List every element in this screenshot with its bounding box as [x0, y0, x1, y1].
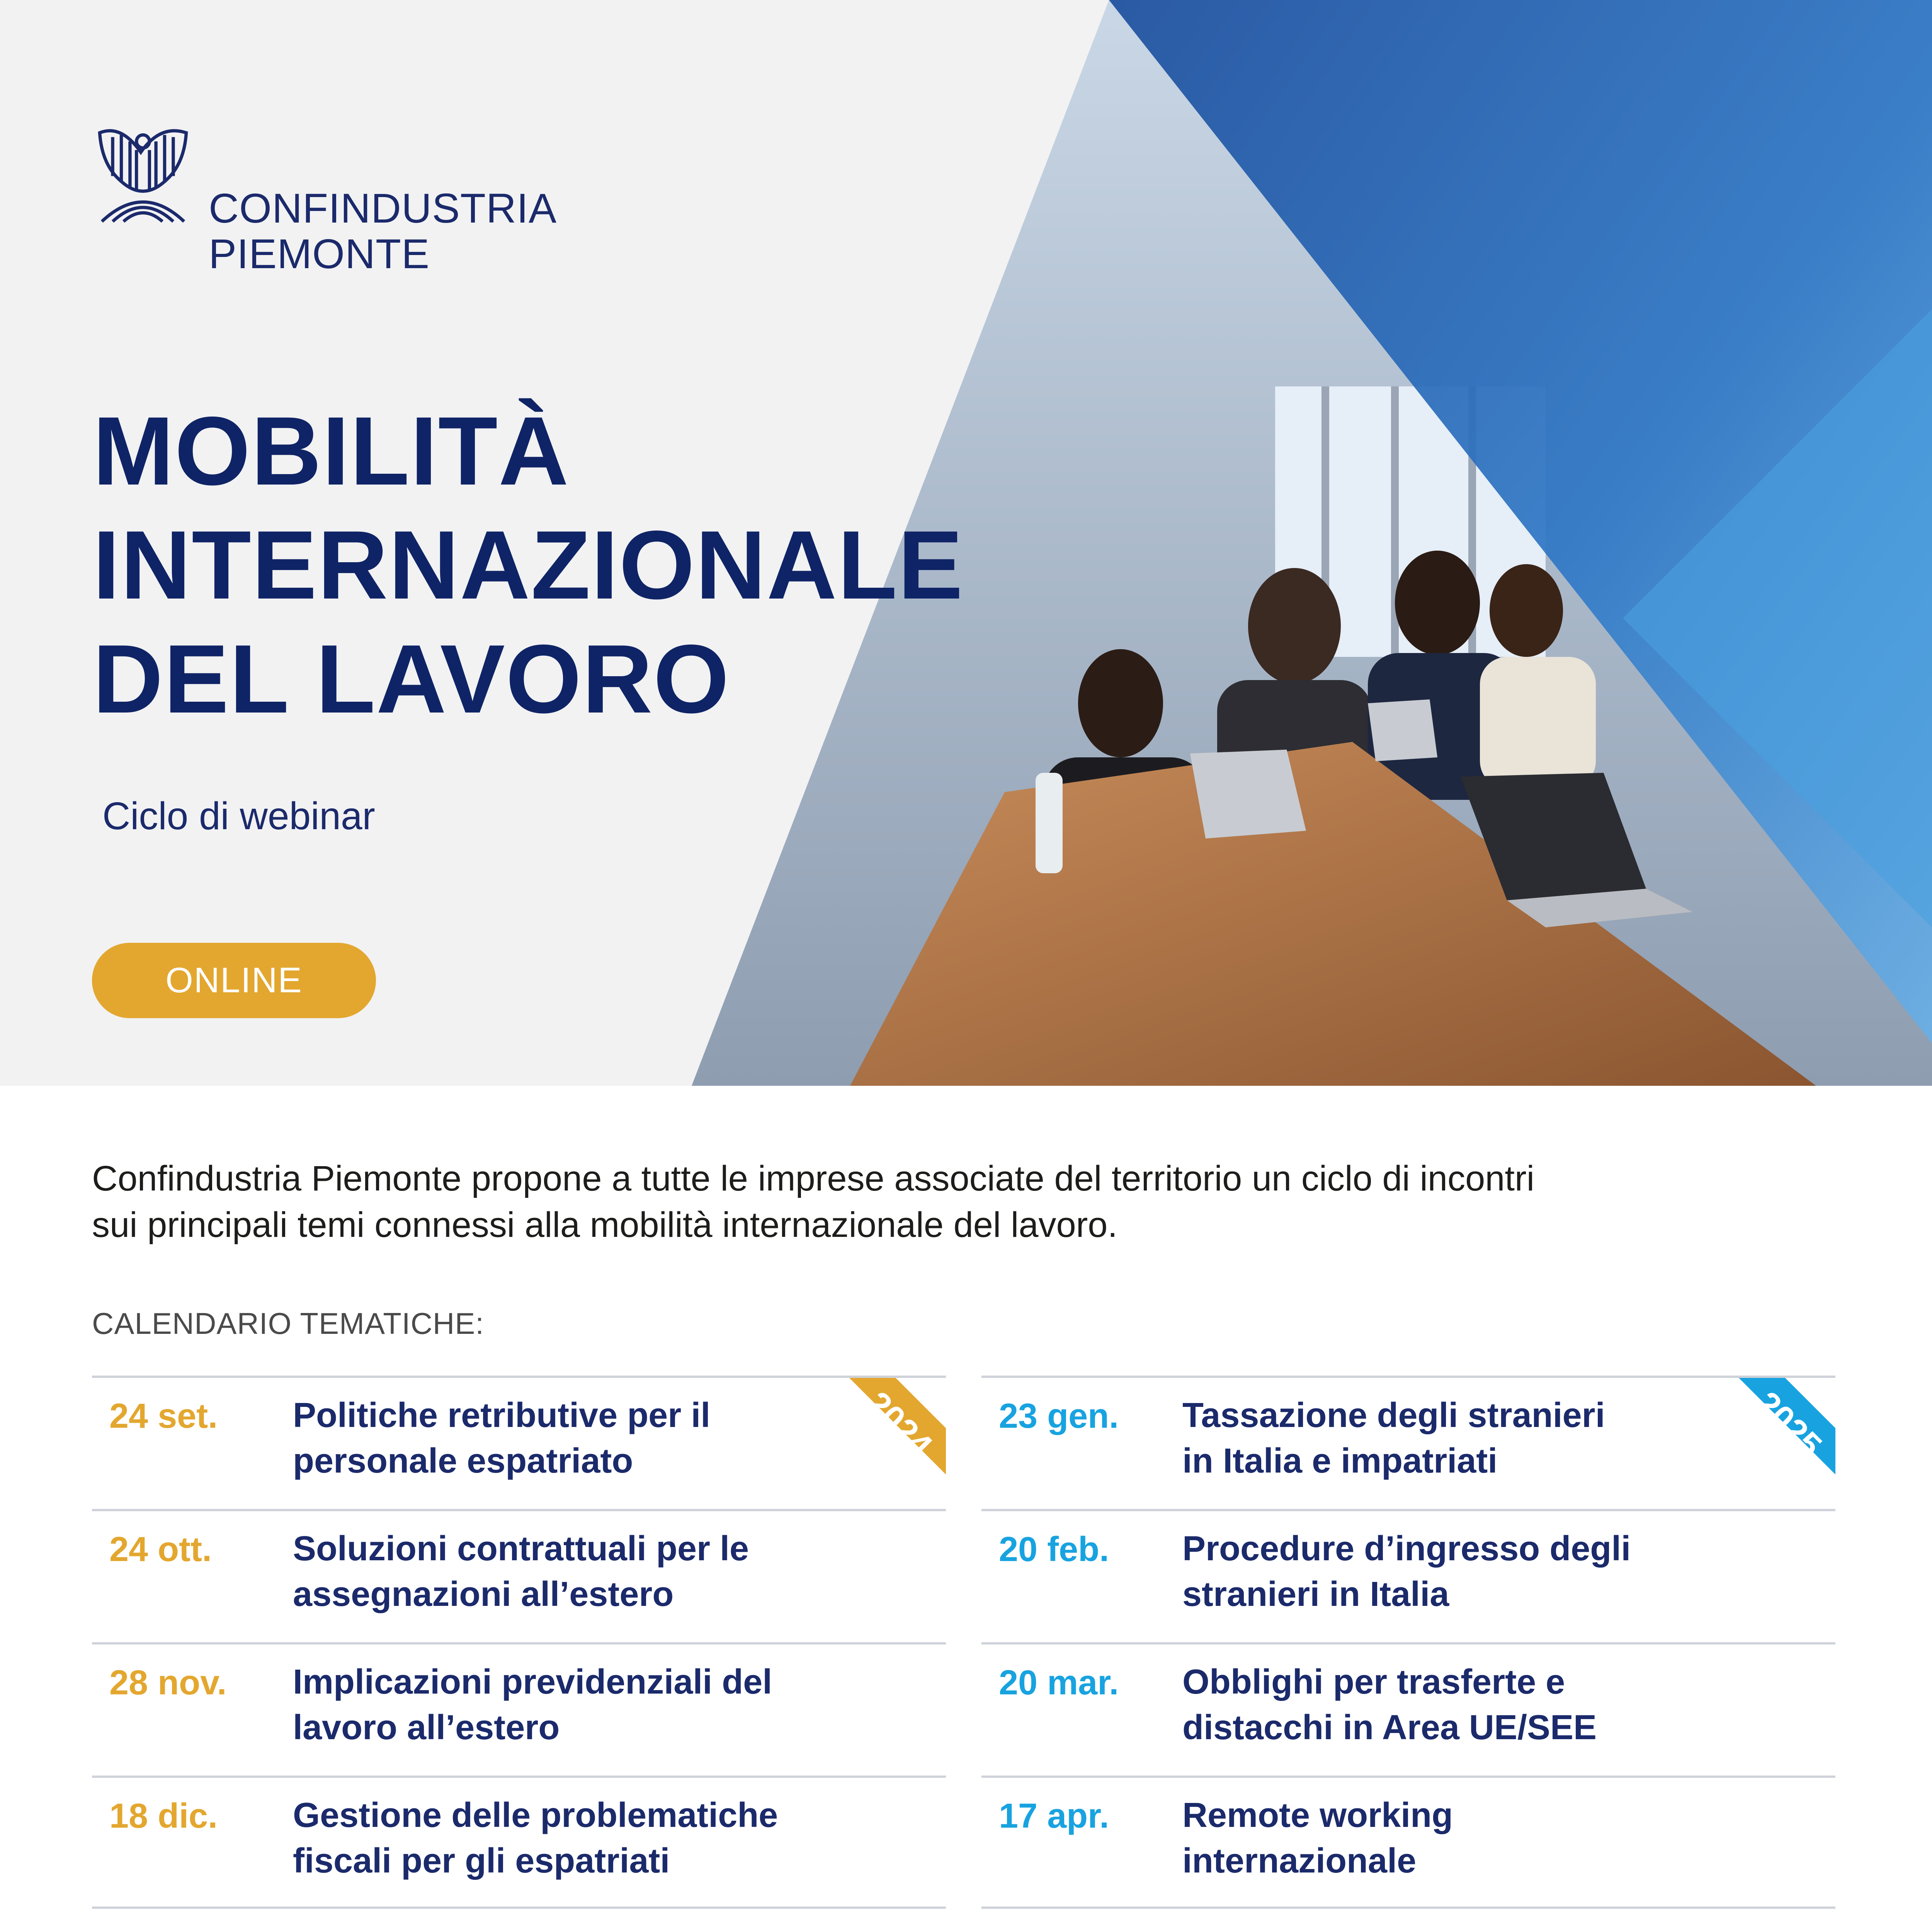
- year-ribbon-label: 2024: [859, 1384, 940, 1465]
- year-ribbon-label: 2025: [1748, 1384, 1830, 1465]
- event-topic-line1: Soluzioni contrattuali per le: [293, 1529, 749, 1568]
- event-date: 24 set.: [109, 1397, 218, 1435]
- org-name-line2: PIEMONTE: [209, 230, 430, 277]
- event-topic: [293, 1526, 815, 1617]
- calendar-row: [981, 1376, 1835, 1509]
- event-topic: [293, 1393, 815, 1484]
- event-topic-line1: Politiche retributive per il: [293, 1396, 711, 1435]
- event-topic-line2: stranieri in Italia: [1182, 1575, 1449, 1614]
- calendar-row: [981, 1509, 1835, 1642]
- event-topic-line1: Tassazione degli stranieri: [1182, 1396, 1605, 1435]
- event-date: 17 apr.: [999, 1797, 1109, 1835]
- calendar-row: [981, 1776, 1835, 1909]
- calendar-2025: [981, 1376, 1835, 1909]
- event-topic: [293, 1793, 815, 1884]
- calendar-2024: [92, 1376, 946, 1909]
- intro-line1: Confindustria Piemonte propone a tutte le imprese associate del territorio un ciclo di incontri: [92, 1159, 1535, 1198]
- calendar-row: [92, 1509, 946, 1642]
- calendar-row: [981, 1642, 1835, 1776]
- event-topic: [1182, 1659, 1704, 1750]
- event-topic: [1182, 1393, 1704, 1484]
- event-date: 20 mar.: [999, 1663, 1119, 1702]
- event-topic: [1182, 1526, 1704, 1617]
- eagle-emblem-icon: [89, 122, 197, 226]
- event-topic-line2: distacchi in Area UE/SEE: [1182, 1708, 1597, 1747]
- event-topic-line1: Procedure d’ingresso degli: [1182, 1529, 1631, 1568]
- event-topic-line1: Obblighi per trasferte e: [1182, 1663, 1565, 1701]
- event-date: 24 ott.: [109, 1530, 212, 1569]
- year-ribbon-2024: [815, 1378, 946, 1509]
- page-title: [93, 394, 964, 736]
- intro-text: [92, 1155, 1792, 1248]
- title-line2: INTERNAZIONALE: [93, 511, 964, 619]
- year-ribbon-2025: [1704, 1378, 1835, 1509]
- calendar-row: [92, 1642, 946, 1776]
- event-date: 20 feb.: [999, 1530, 1109, 1569]
- calendar-label: CALENDARIO TEMATICHE:: [92, 1306, 484, 1340]
- event-topic-line2: lavoro all’estero: [293, 1708, 560, 1747]
- event-topic-line2: internazionale: [1182, 1842, 1417, 1880]
- title-line3: DEL LAVORO: [93, 625, 730, 733]
- event-topic-line1: Implicazioni previdenziali del: [293, 1663, 772, 1701]
- event-topic-line2: fiscali per gli espatriati: [293, 1842, 670, 1880]
- event-topic-line1: Gestione delle problematiche: [293, 1796, 778, 1835]
- event-topic-line2: personale espatriato: [293, 1442, 633, 1480]
- org-name-line1: CONFINDUSTRIA: [209, 185, 557, 231]
- online-badge: ONLINE: [92, 943, 376, 1018]
- event-topic: [1182, 1793, 1704, 1884]
- calendar-row: [92, 1776, 946, 1909]
- title-line1: MOBILITÀ: [93, 397, 570, 505]
- confindustria-piemonte-logo: [89, 122, 197, 226]
- event-date: 28 nov.: [109, 1663, 227, 1702]
- event-date: 18 dic.: [109, 1797, 218, 1835]
- event-topic-line2: assegnazioni all’estero: [293, 1575, 674, 1614]
- intro-line2: sui principali temi connessi alla mobilità internazionale del lavoro.: [92, 1205, 1118, 1245]
- event-topic: [293, 1659, 815, 1750]
- calendar-row: [92, 1376, 946, 1509]
- event-topic-line2: in Italia e impatriati: [1182, 1442, 1498, 1480]
- org-name: [209, 185, 557, 277]
- event-topic-line1: Remote working: [1182, 1796, 1453, 1835]
- event-date: 23 gen.: [999, 1397, 1119, 1435]
- subtitle: Ciclo di webinar: [102, 794, 375, 838]
